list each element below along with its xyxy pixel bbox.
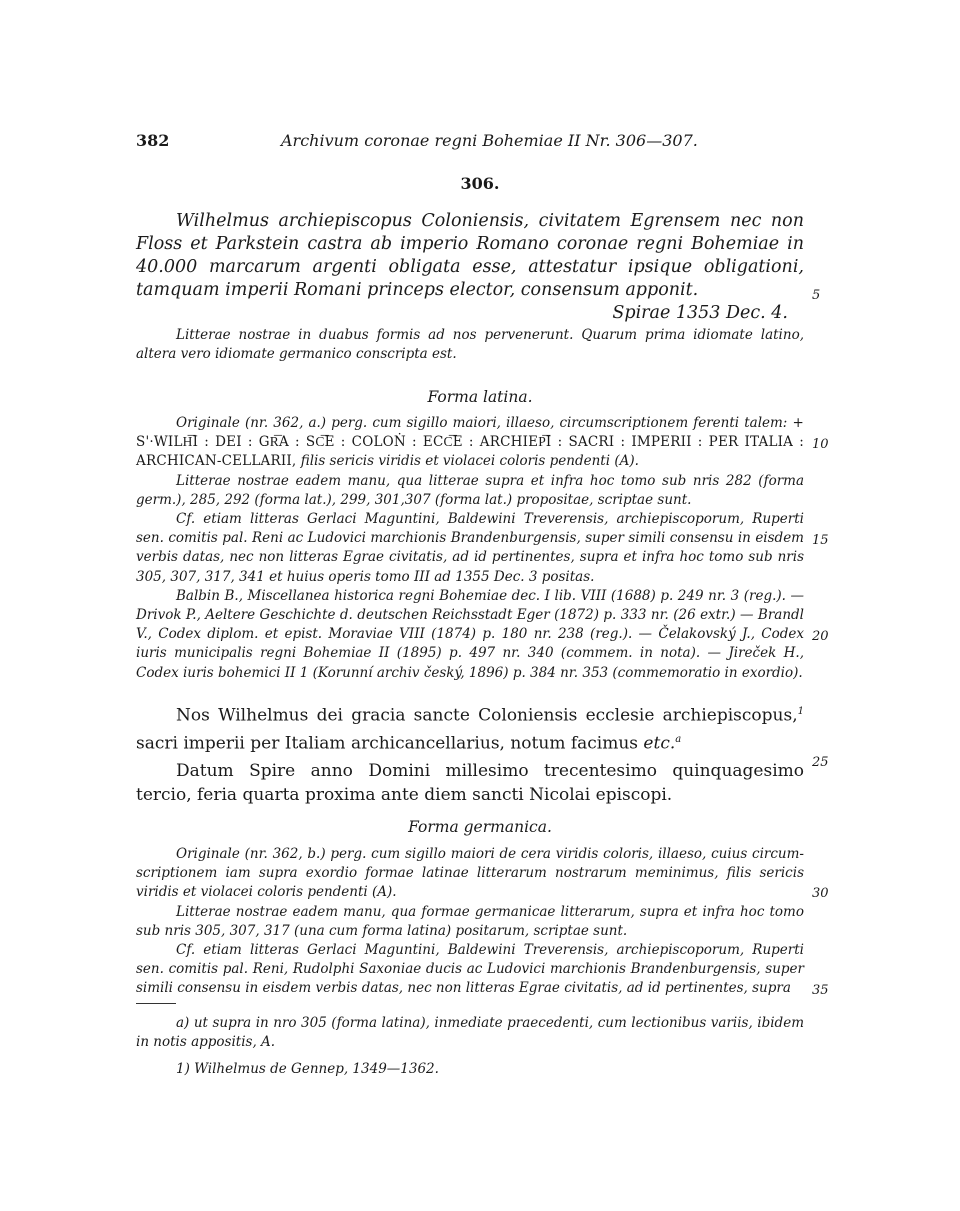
originale-tail: filis sericis viridis et violacei coloris pendenti (A). <box>300 453 639 470</box>
line-number: 5 <box>812 288 821 303</box>
line-number: 20 <box>812 629 829 644</box>
footnote-rule <box>136 1003 176 1004</box>
footnotes <box>136 1014 804 1080</box>
footnote-ref-1: 1 <box>797 706 804 717</box>
regest <box>136 210 804 325</box>
line-number: 35 <box>812 983 829 998</box>
running-title: Archivum coronae regni Bohemiae II Nr. 306—307. <box>281 131 698 150</box>
line-number: 25 <box>812 755 829 770</box>
line-number: 10 <box>812 437 829 452</box>
main-paragraph-1: Nos Wilhelmus dei gracia sancte Coloniensis ecclesie archiepiscopus,$^1$ sacri imperii per Italiam archicancellarius, notum facimus etc.$^a$ <box>136 705 804 754</box>
regest-date: Spirae 1353 Dec. 4. <box>612 303 788 323</box>
litterae-note: Litterae nostrae eadem manu, qua litterae supra et infra hoc tomo sub nris 282 (forma germ.), 285, 292 (forma lat.), 299, 301,307 (forma lat.) propositae, scriptae sunt. <box>136 472 804 508</box>
originale-germ-note: Originale (nr. 362, b.) perg. cum sigillo maiori de cera viridis coloris, illaeso, cuius circum-scriptionem iam supra exordio formae latinae litterarum nostrarum meminimus, filis sericis viridis et violacei coloris pendenti (A). <box>136 846 804 901</box>
page-number: 382 <box>136 131 170 150</box>
line-number: 15 <box>812 533 829 548</box>
intro-note <box>136 326 804 364</box>
footnote-a: a) ut supra in nro 305 (forma latina), inmediate praecedenti, cum lectionibus variis, ibidem in notis appositis, A. <box>136 1015 804 1051</box>
footnote-ref-a: a <box>675 734 682 746</box>
litterae-germ-note: Litterae nostrae eadem manu, qua formae germanicae litterarum, supra et infra hoc tomo sub nris 305, 307, 317 (una cum forma latina) positarum, scriptae sunt. <box>136 903 804 939</box>
originale-note <box>136 414 804 472</box>
forma-germanica-apparatus <box>136 845 804 999</box>
originale-lead: Originale (nr. 362, a.) perg. cum sigillo maiori, illaeso, circumscriptionem ferenti talem: <box>176 415 788 431</box>
document-number: 306. <box>460 174 500 193</box>
main-text <box>136 700 804 807</box>
line-number: 30 <box>812 886 829 901</box>
seal-inscription: + S'·WILH͞I : DEI : GR͞A : SC͞E : COLOṄ : ECC͞E : ARCHIEP͞I : SACRI : IMPERII : PER ITALIA : ARCHICAN-CELLARII, <box>136 415 804 470</box>
running-header <box>136 131 804 155</box>
forma-germanica-heading: Forma germanica. <box>408 818 552 836</box>
cf-germ-note: Cf. etiam litteras Gerlaci Maguntini, Baldewini Treverensis, archiepiscoporum, Ruperti sen. comitis pal. Reni, Rudolphi Saxoniae ducis ac Ludovici marchionis Brandenburgensis, super simili consensu in eisdem verbis datas, nec non litteras Egrae civitatis, ad id pertinentes, supra <box>136 942 804 997</box>
footnote-1: 1) Wilhelmus de Gennep, 1349—1362. <box>176 1061 439 1078</box>
bibliography-note: Balbin B., Miscellanea historica regni Bohemiae dec. I lib. VIII (1688) p. 249 nr. 3 (reg.). — Drivok P., Aeltere Geschichte d. deutschen Reichsstadt Eger (1872) p. 333 nr. (26 extr.) — Brandl V., Codex diplom. et epist. Moraviae VIII (1874) p. 180 nr. 238 (reg.). — Čelakovský J., Codex iuris municipalis regni Bohemiae II (1895) p. 497 nr. 340 (commem. in nota). — Jireček H., Codex iuris bohemici II 1 (Korunní archiv český, 1896) p. 384 nr. 353 (commemoratio in exordio). <box>136 587 804 681</box>
regest-text: Wilhelmus archiepiscopus Coloniensis, civitatem Egrensem nec non Floss et Parkstein castra ab imperio Romano coronae regni Bohemiae in 40.000 marcarum argenti obligata esse, attestatur ipsique obligationi, tamquam imperii Romani princeps elector, consensum apponit. <box>136 211 804 300</box>
cf-note: Cf. etiam litteras Gerlaci Maguntini, Baldewini Treverensis, archiepiscoporum, Ruperti sen. comitis pal. Reni ac Ludovici marchionis Brandenburgensis, super simili consensu in eisdem verbis datas, nec non litteras Egrae civitatis, ad id pertinentes, supra et infra hoc tomo sub nris 305, 307, 317, 341 et huius operis tomo III ad 1355 Dec. 3 positas. <box>136 511 804 585</box>
main-paragraph-2: Datum Spire anno Domini millesimo trecentesimo quinquagesimo tercio, feria quarta proxima ante diem sancti Nicolai episcopi. <box>136 761 804 805</box>
forma-latina-heading: Forma latina. <box>427 388 533 406</box>
forma-latina-apparatus <box>136 414 804 683</box>
intro-note-text: Litterae nostrae in duabus formis ad nos pervenerunt. Quarum prima idiomate latino, altera vero idiomate germanico conscripta est. <box>136 327 804 363</box>
